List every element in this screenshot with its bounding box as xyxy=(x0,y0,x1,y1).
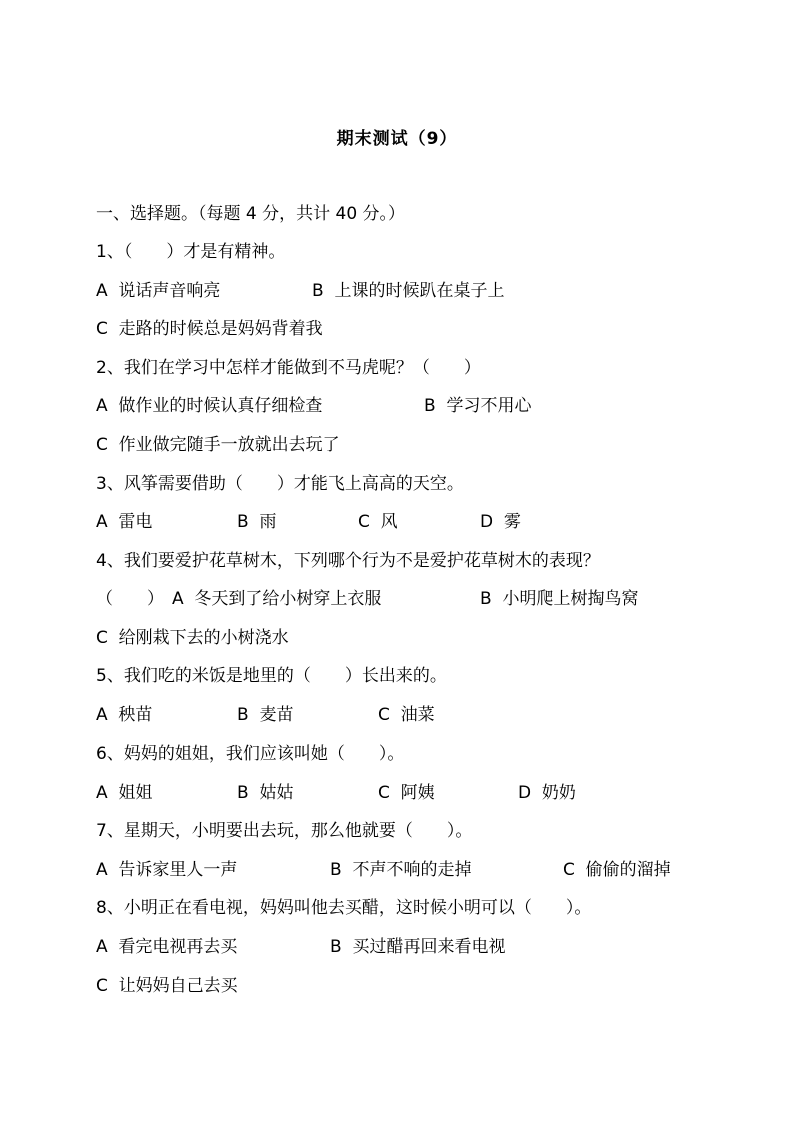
question-7-option-b: B 不声不响的走掉 xyxy=(330,860,472,880)
question-1-option-a: A 说话声音响亮 xyxy=(96,281,221,301)
question-2-stem: 2、我们在学习中怎样才能做到不马虎呢？（ ） xyxy=(96,358,481,378)
question-8-option-c: C 让妈妈自己去买 xyxy=(96,976,238,996)
question-3-stem: 3、风筝需要借助（ ）才能飞上高高的天空。 xyxy=(96,474,464,494)
question-4-option-b: B 小明爬上树掏鸟窝 xyxy=(480,589,639,609)
question-4-answer-blank: （ ） xyxy=(96,589,164,609)
question-4-option-c: C 给刚栽下去的小树浇水 xyxy=(96,628,289,648)
question-1-stem: 1、（ ）才是有精神。 xyxy=(96,242,286,262)
question-4-option-a: A 冬天到了给小树穿上衣服 xyxy=(172,589,382,609)
question-5-option-b: B 麦苗 xyxy=(237,705,294,725)
question-4-stem: 4、我们要爱护花草树木，下列哪个行为不是爱护花草树木的表现？ xyxy=(96,551,600,571)
question-6-option-d: D 奶奶 xyxy=(518,783,576,803)
question-1-option-c: C 走路的时候总是妈妈背着我 xyxy=(96,319,323,339)
question-8-option-b: B 买过醋再回来看电视 xyxy=(330,937,506,957)
question-2-option-b: B 学习不用心 xyxy=(424,396,532,416)
question-5-stem: 5、我们吃的米饭是地里的（ ）长出来的。 xyxy=(96,666,447,686)
question-3-option-d: D 雾 xyxy=(480,512,521,532)
question-6-stem: 6、妈妈的姐姐，我们应该叫她（ ）。 xyxy=(96,744,405,764)
question-7-stem: 7、星期天，小明要出去玩，那么他就要（ ）。 xyxy=(96,821,473,841)
question-8-stem: 8、小明正在看电视，妈妈叫他去买醋，这时候小明可以（ ）。 xyxy=(96,898,592,918)
question-6-option-b: B 姑姑 xyxy=(237,783,294,803)
question-6-option-a: A 姐姐 xyxy=(96,783,153,803)
question-6-option-c: C 阿姨 xyxy=(378,783,435,803)
page-title: 期末测试（9） xyxy=(336,129,458,149)
question-1-option-b: B 上课的时候趴在桌子上 xyxy=(312,281,505,301)
question-2-option-c: C 作业做完随手一放就出去玩了 xyxy=(96,435,340,455)
question-2-option-a: A 做作业的时候认真仔细检查 xyxy=(96,396,323,416)
question-3-option-a: A 雷电 xyxy=(96,512,153,532)
question-8-option-a: A 看完电视再去买 xyxy=(96,937,238,957)
section-heading: 一、选择题。（每题 4 分，共计 40 分。） xyxy=(96,204,406,224)
question-5-option-c: C 油菜 xyxy=(378,705,435,725)
question-3-option-c: C 风 xyxy=(358,512,398,532)
question-3-option-b: B 雨 xyxy=(237,512,277,532)
question-5-option-a: A 秧苗 xyxy=(96,705,153,725)
question-7-option-c: C 偷偷的溜掉 xyxy=(563,860,671,880)
question-7-option-a: A 告诉家里人一声 xyxy=(96,860,238,880)
